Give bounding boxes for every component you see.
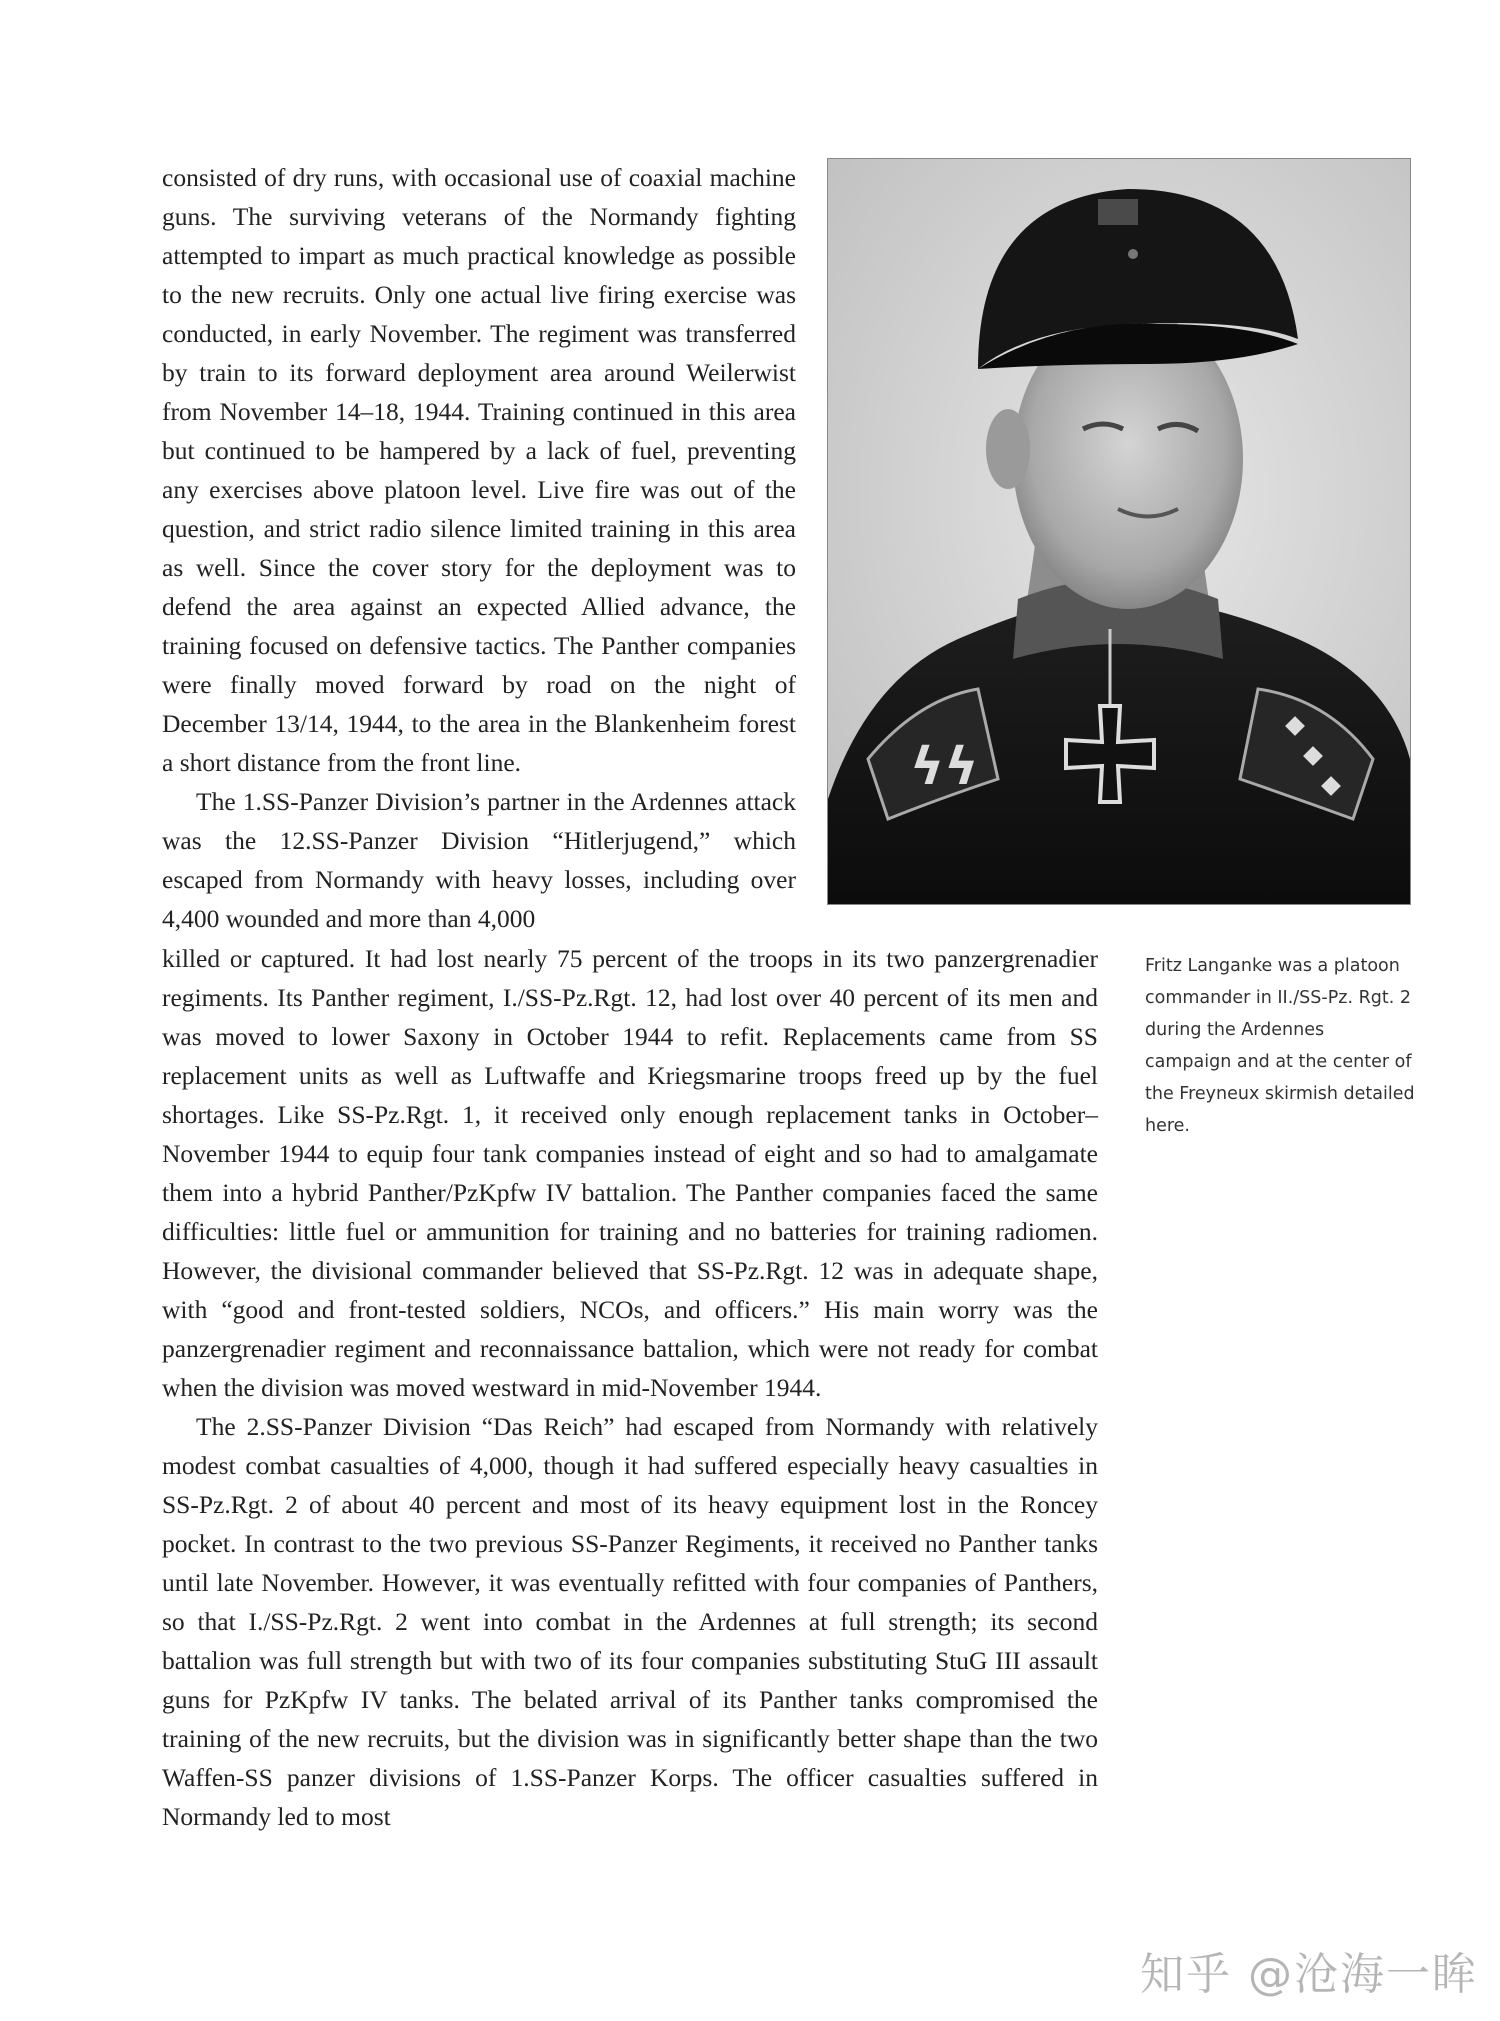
paragraph-1: consisted of dry runs, with occasional use of coaxial machine guns. The surviving veterans of the Normandy fighting attempted to impart as much practical knowledge as possible to the new recruits. Only one actual live firing exercise was conducted, in early November. The regiment was transferred by train to its forward deployment area around Weilerwist from November 14–18, 1944. Training continued in this area but continued to be hampered by a lack of fuel, preventing any exercises above platoon level. Live fire was out of the question, and strict radio silence limited training in this area as well. Since the cover story for the deployment was to defend the area against an expected Allied advance, the training focused on defensive tactics. The Panther companies were finally moved forward by road on the night of December 13/14, 1944, to the area in the Blankenheim forest a short distance from the front line. [162,163,796,777]
body-text-narrow-column [162,158,796,938]
paragraph-2-start: The 1.SS-Panzer Division’s partner in the Ardennes attack was the 12.SS-Panzer Division “Hitlerjugend,” which escaped from Normandy with heavy losses, including over 4,400 wounded and more than 4,000 [162,787,796,933]
body-text-wide-column [162,939,1098,1836]
photo-caption: Fritz Langanke was a platoon commander in II./SS-Pz. Rgt. 2 during the Ardennes campaign and at the center of the Freyneux skirmish detailed here. [1145,956,1415,1136]
paragraph-2-continued: killed or captured. It had lost nearly 75 percent of the troops in its two panzergrenadier regiments. Its Panther regiment, I./SS-Pz.Rgt. 12, had lost over 40 percent of its men and was moved to lower Saxony in October 1944 to refit. Replacements came from SS replacement units as well as Luftwaffe and Kriegsmarine troops freed up by the fuel shortages. Like SS-Pz.Rgt. 1, it received only enough replacement tanks in October–November 1944 to equip four tank companies instead of eight and so had to amalgamate them into a hybrid Panther/PzKpfw IV battalion. The Panther companies faced the same difficulties: little fuel or ammunition for training and no batteries for training radiomen. However, the divisional commander believed that SS-Pz.Rgt. 12 was in adequate shape, with “good and front-tested soldiers, NCOs, and officers.” His main worry was the panzergrenadier regiment and reconnaissance battalion, which were not ready for combat when the division was moved westward in mid-November 1944. [162,944,1098,1402]
portrait-photo [827,158,1411,905]
svg-text:ϟϟ: ϟϟ [910,737,979,797]
watermark: 知乎 @沧海一眸 [1140,1949,1478,2000]
paragraph-3: The 2.SS-Panzer Division “Das Reich” had escaped from Normandy with relatively modest combat casualties of 4,000, though it had suffered especially heavy casualties in SS-Pz.Rgt. 2 of about 40 percent and most of its heavy equipment lost in the Roncey pocket. In contrast to the two previous SS-Panzer Regiments, it received no Panther tanks until late November. However, it was eventually refitted with four companies of Panthers, so that I./SS-Pz.Rgt. 2 went into combat in the Ardennes at full strength; its second battalion was full strength but with two of its four companies substituting StuG III assault guns for PzKpfw IV tanks. The belated arrival of its Panther tanks compromised the training of the new recruits, but the division was in significantly better shape than the two Waffen-SS panzer divisions of 1.SS-Panzer Korps. The officer casualties suffered in Normandy led to most [162,1412,1098,1831]
